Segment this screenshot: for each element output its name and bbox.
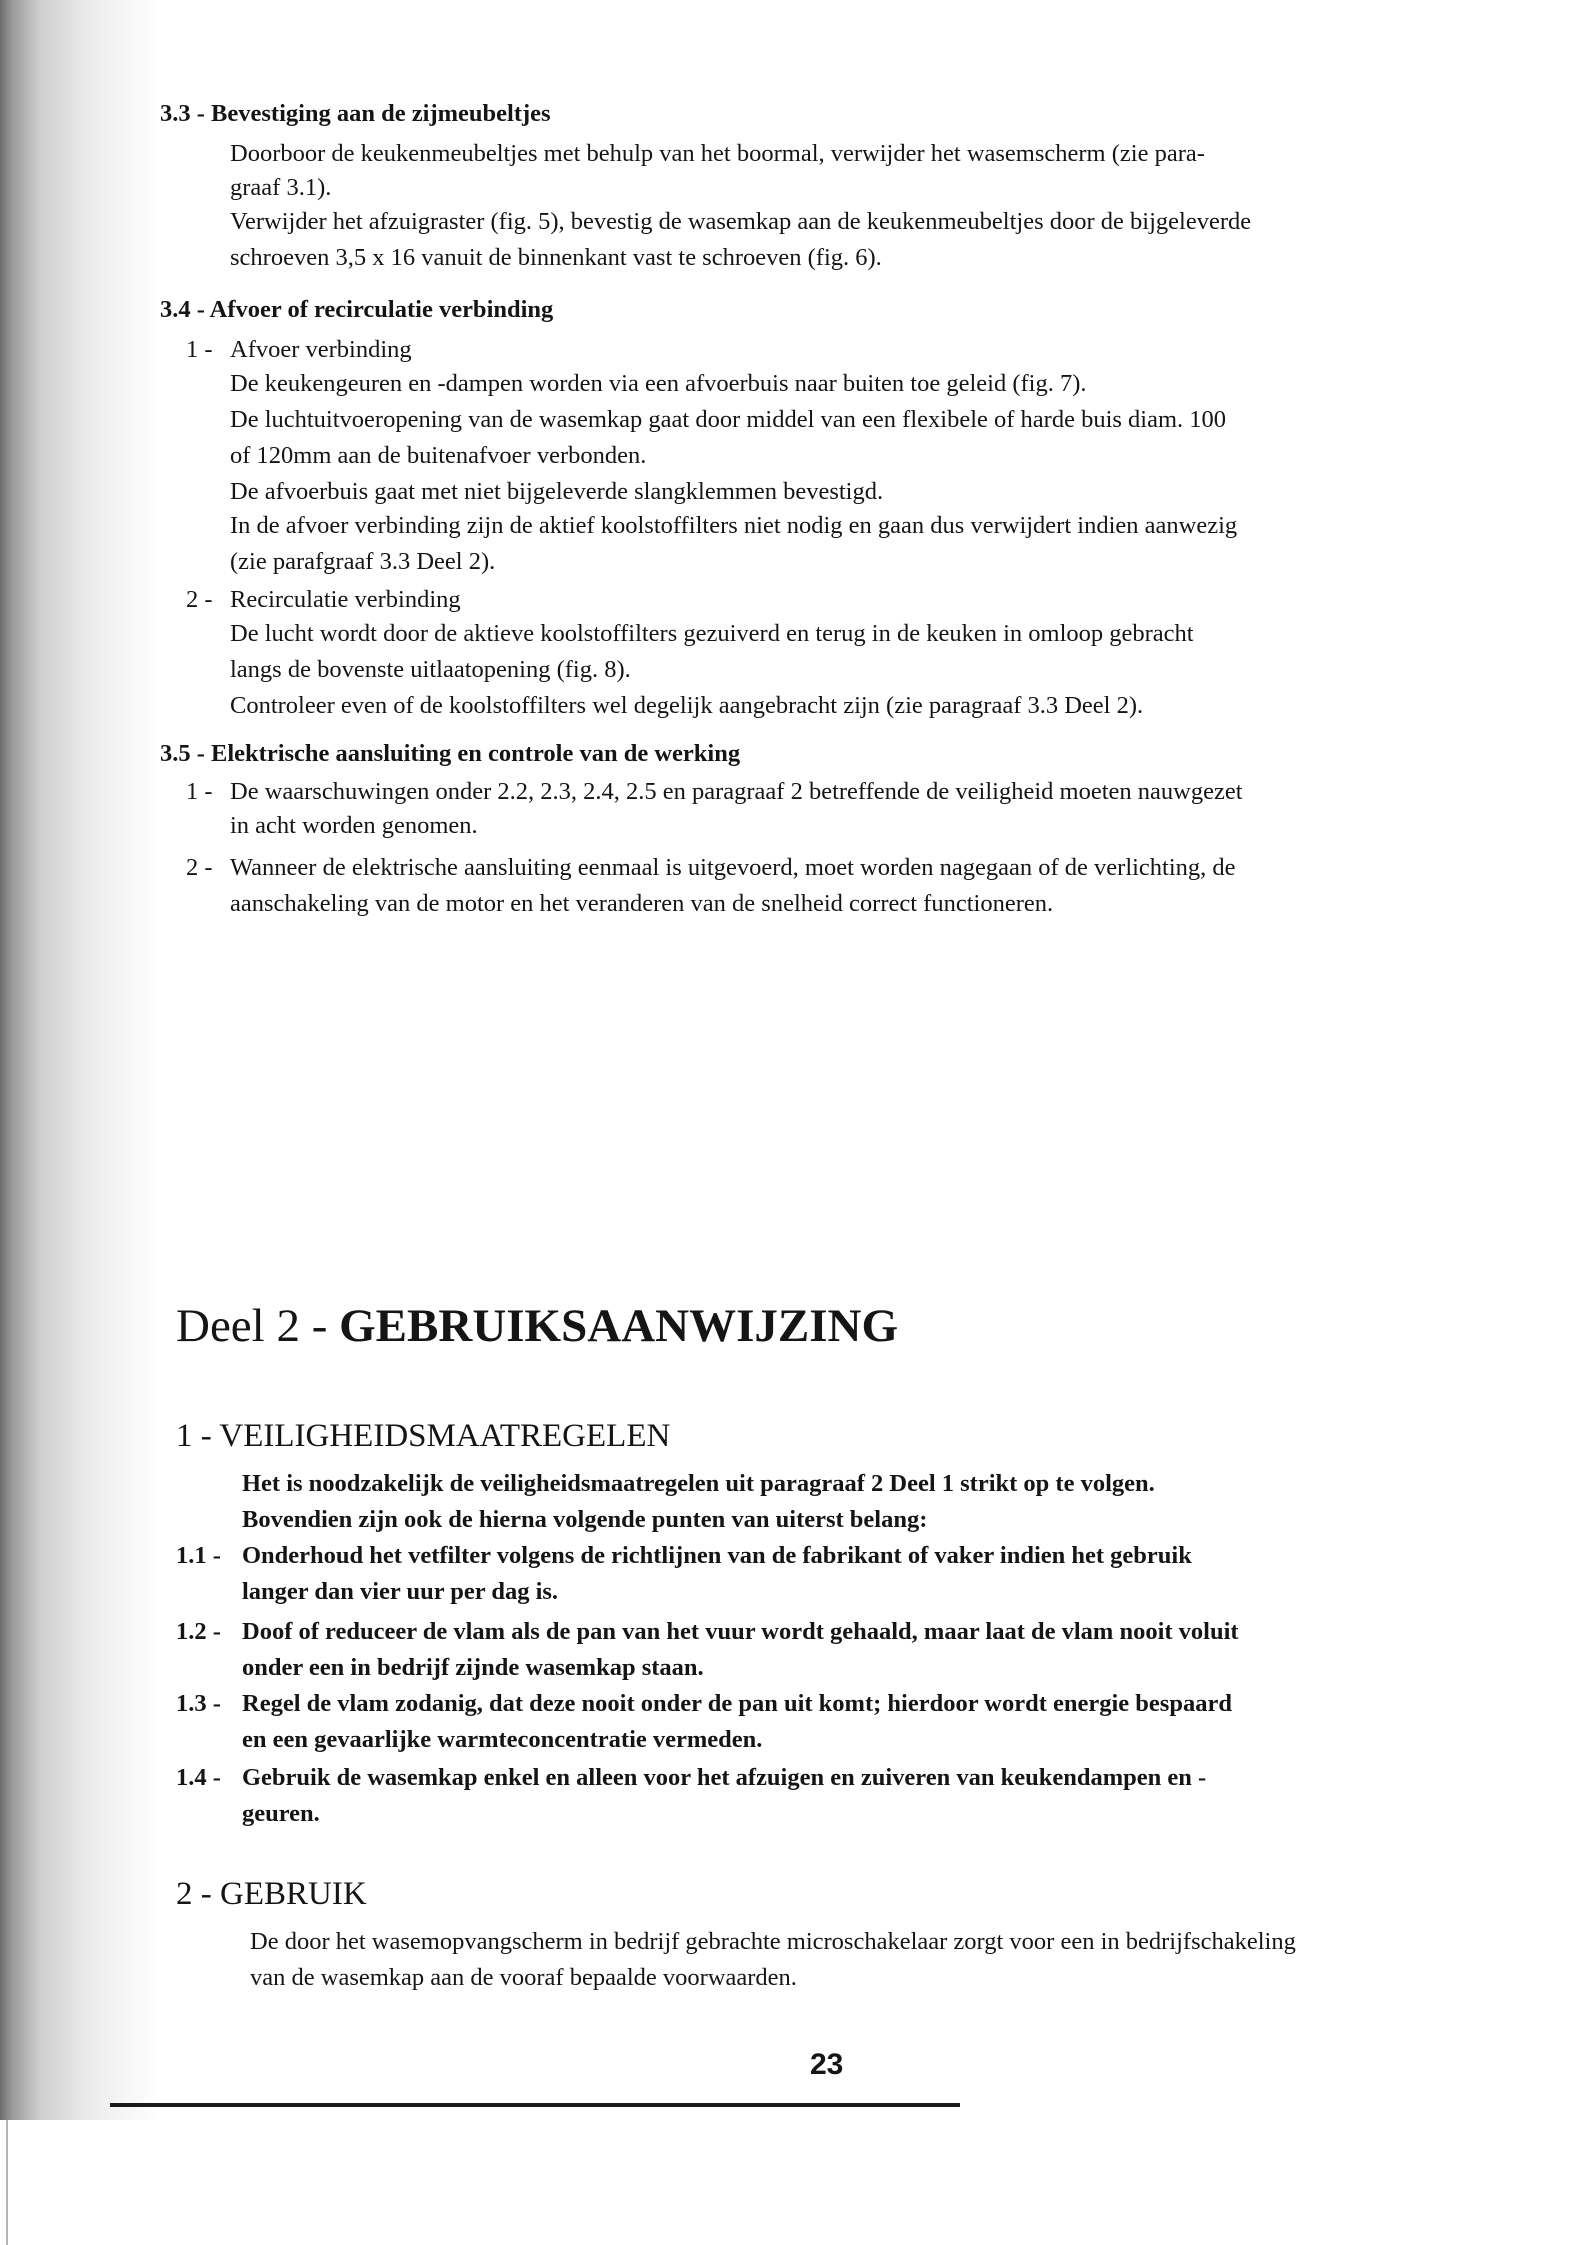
section-3-3-heading: 3.3 - Bevestiging aan de zijmeubeltjes (160, 100, 551, 127)
section-3-4-line: of 120mm aan de buitenafvoer verbonden. (230, 442, 647, 469)
part-title (176, 1298, 898, 1354)
section-3-5-line: aanschakeling van de motor en het veranderen van de snelheid correct functioneren. (230, 890, 1054, 917)
section-3-4-line: De luchtuitvoeropening van de wasemkap gaat door middel van een flexibele of harde buis diam. 100 (230, 406, 1227, 433)
section-3-4-line: In de afvoer verbinding zijn de aktief koolstoffilters niet nodig en gaan dus verwijdert indien aanwezig (230, 512, 1238, 539)
section-3-3-line: graaf 3.1). (230, 174, 332, 201)
part-title-prefix: Deel 2 - (176, 1300, 340, 1352)
subsection-label: Recirculatie verbinding (230, 586, 461, 613)
veiligheid-item-line: onder een in bedrijf zijnde wasemkap staan. (242, 1654, 704, 1681)
veiligheid-item-line: Regel de vlam zodanig, dat deze nooit onder de pan uit komt; hierdoor wordt energie bespaard (242, 1690, 1232, 1717)
section-3-4-line: langs de bovenste uitlaatopening (fig. 8). (230, 656, 631, 683)
section-3-4-line: Controleer even of de koolstoffilters wel degelijk aangebracht zijn (zie paragraaf 3.3 Deel 2). (230, 692, 1144, 719)
item-number: 1.4 - (176, 1764, 221, 1791)
section-3-5-line: in acht worden genomen. (230, 812, 478, 839)
subsection-number: 1 - (186, 336, 213, 363)
part-title-main: GEBRUIKSAANWIJZING (339, 1300, 899, 1352)
section-3-5-heading: 3.5 - Elektrische aansluiting en controle van de werking (160, 740, 741, 767)
gebruik-line: De door het wasemopvangscherm in bedrijf gebrachte microschakelaar zorgt voor een in bedrijfschakeling (250, 1928, 1296, 1955)
section-3-4-line: De afvoerbuis gaat met niet bijgeleverde slangklemmen bevestigd. (230, 478, 884, 505)
scan-edge-line (6, 2120, 8, 2245)
section-3-4-heading: 3.4 - Afvoer of recirculatie verbinding (160, 296, 554, 323)
veiligheid-intro-line: Bovendien zijn ook de hierna volgende punten van uiterst belang: (242, 1506, 928, 1533)
section-gebruik-heading: 2 - GEBRUIK (176, 1876, 367, 1912)
item-number: 1 - (186, 778, 213, 805)
section-3-3-line: schroeven 3,5 x 16 vanuit de binnenkant vast te schroeven (fig. 6). (230, 244, 882, 271)
scan-shadow-left (0, 0, 160, 2120)
veiligheid-item-line: Gebruik de wasemkap enkel en alleen voor het afzuigen en zuiveren van keukendampen en - (242, 1764, 1207, 1791)
footer-rule (110, 2103, 960, 2107)
section-3-3-line: Verwijder het afzuigraster (fig. 5), bevestig de wasemkap aan de keukenmeubeltjes door de bijgeleverde (230, 208, 1252, 235)
section-3-5-line: Wanneer de elektrische aansluiting eenmaal is uitgevoerd, moet worden nagegaan of de verlichting, de (230, 854, 1236, 881)
gebruik-line: van de wasemkap aan de vooraf bepaalde voorwaarden. (250, 1964, 797, 1991)
section-3-4-line: De keukengeuren en -dampen worden via een afvoerbuis naar buiten toe geleid (fig. 7). (230, 370, 1087, 397)
subsection-number: 2 - (186, 586, 213, 613)
section-3-3-line: Doorboor de keukenmeubeltjes met behulp van het boormal, verwijder het wasemscherm (zie para- (230, 140, 1205, 167)
item-number: 1.1 - (176, 1542, 221, 1569)
section-3-4-line: De lucht wordt door de aktieve koolstoffilters gezuiverd en terug in de keuken in omloop gebracht (230, 620, 1194, 647)
veiligheid-intro-line: Het is noodzakelijk de veiligheidsmaatregelen uit paragraaf 2 Deel 1 strikt op te volgen. (242, 1470, 1155, 1497)
subsection-label: Afvoer verbinding (230, 336, 412, 363)
item-number: 2 - (186, 854, 213, 881)
section-3-4-line: (zie parafgraaf 3.3 Deel 2). (230, 548, 496, 575)
section-3-5-line: De waarschuwingen onder 2.2, 2.3, 2.4, 2.5 en paragraaf 2 betreffende de veiligheid moeten nauwgezet (230, 778, 1243, 805)
veiligheid-item-line: Doof of reduceer de vlam als de pan van het vuur wordt gehaald, maar laat de vlam nooit voluit (242, 1618, 1239, 1645)
veiligheid-item-line: geuren. (242, 1800, 320, 1827)
section-veiligheid-heading: 1 - VEILIGHEIDSMAATREGELEN (176, 1418, 671, 1454)
item-number: 1.2 - (176, 1618, 221, 1645)
veiligheid-item-line: langer dan vier uur per dag is. (242, 1578, 559, 1605)
item-number: 1.3 - (176, 1690, 221, 1717)
veiligheid-item-line: en een gevaarlijke warmteconcentratie vermeden. (242, 1726, 763, 1753)
veiligheid-item-line: Onderhoud het vetfilter volgens de richtlijnen van de fabrikant of vaker indien het gebruik (242, 1542, 1192, 1569)
page-number: 23 (810, 2048, 844, 2081)
